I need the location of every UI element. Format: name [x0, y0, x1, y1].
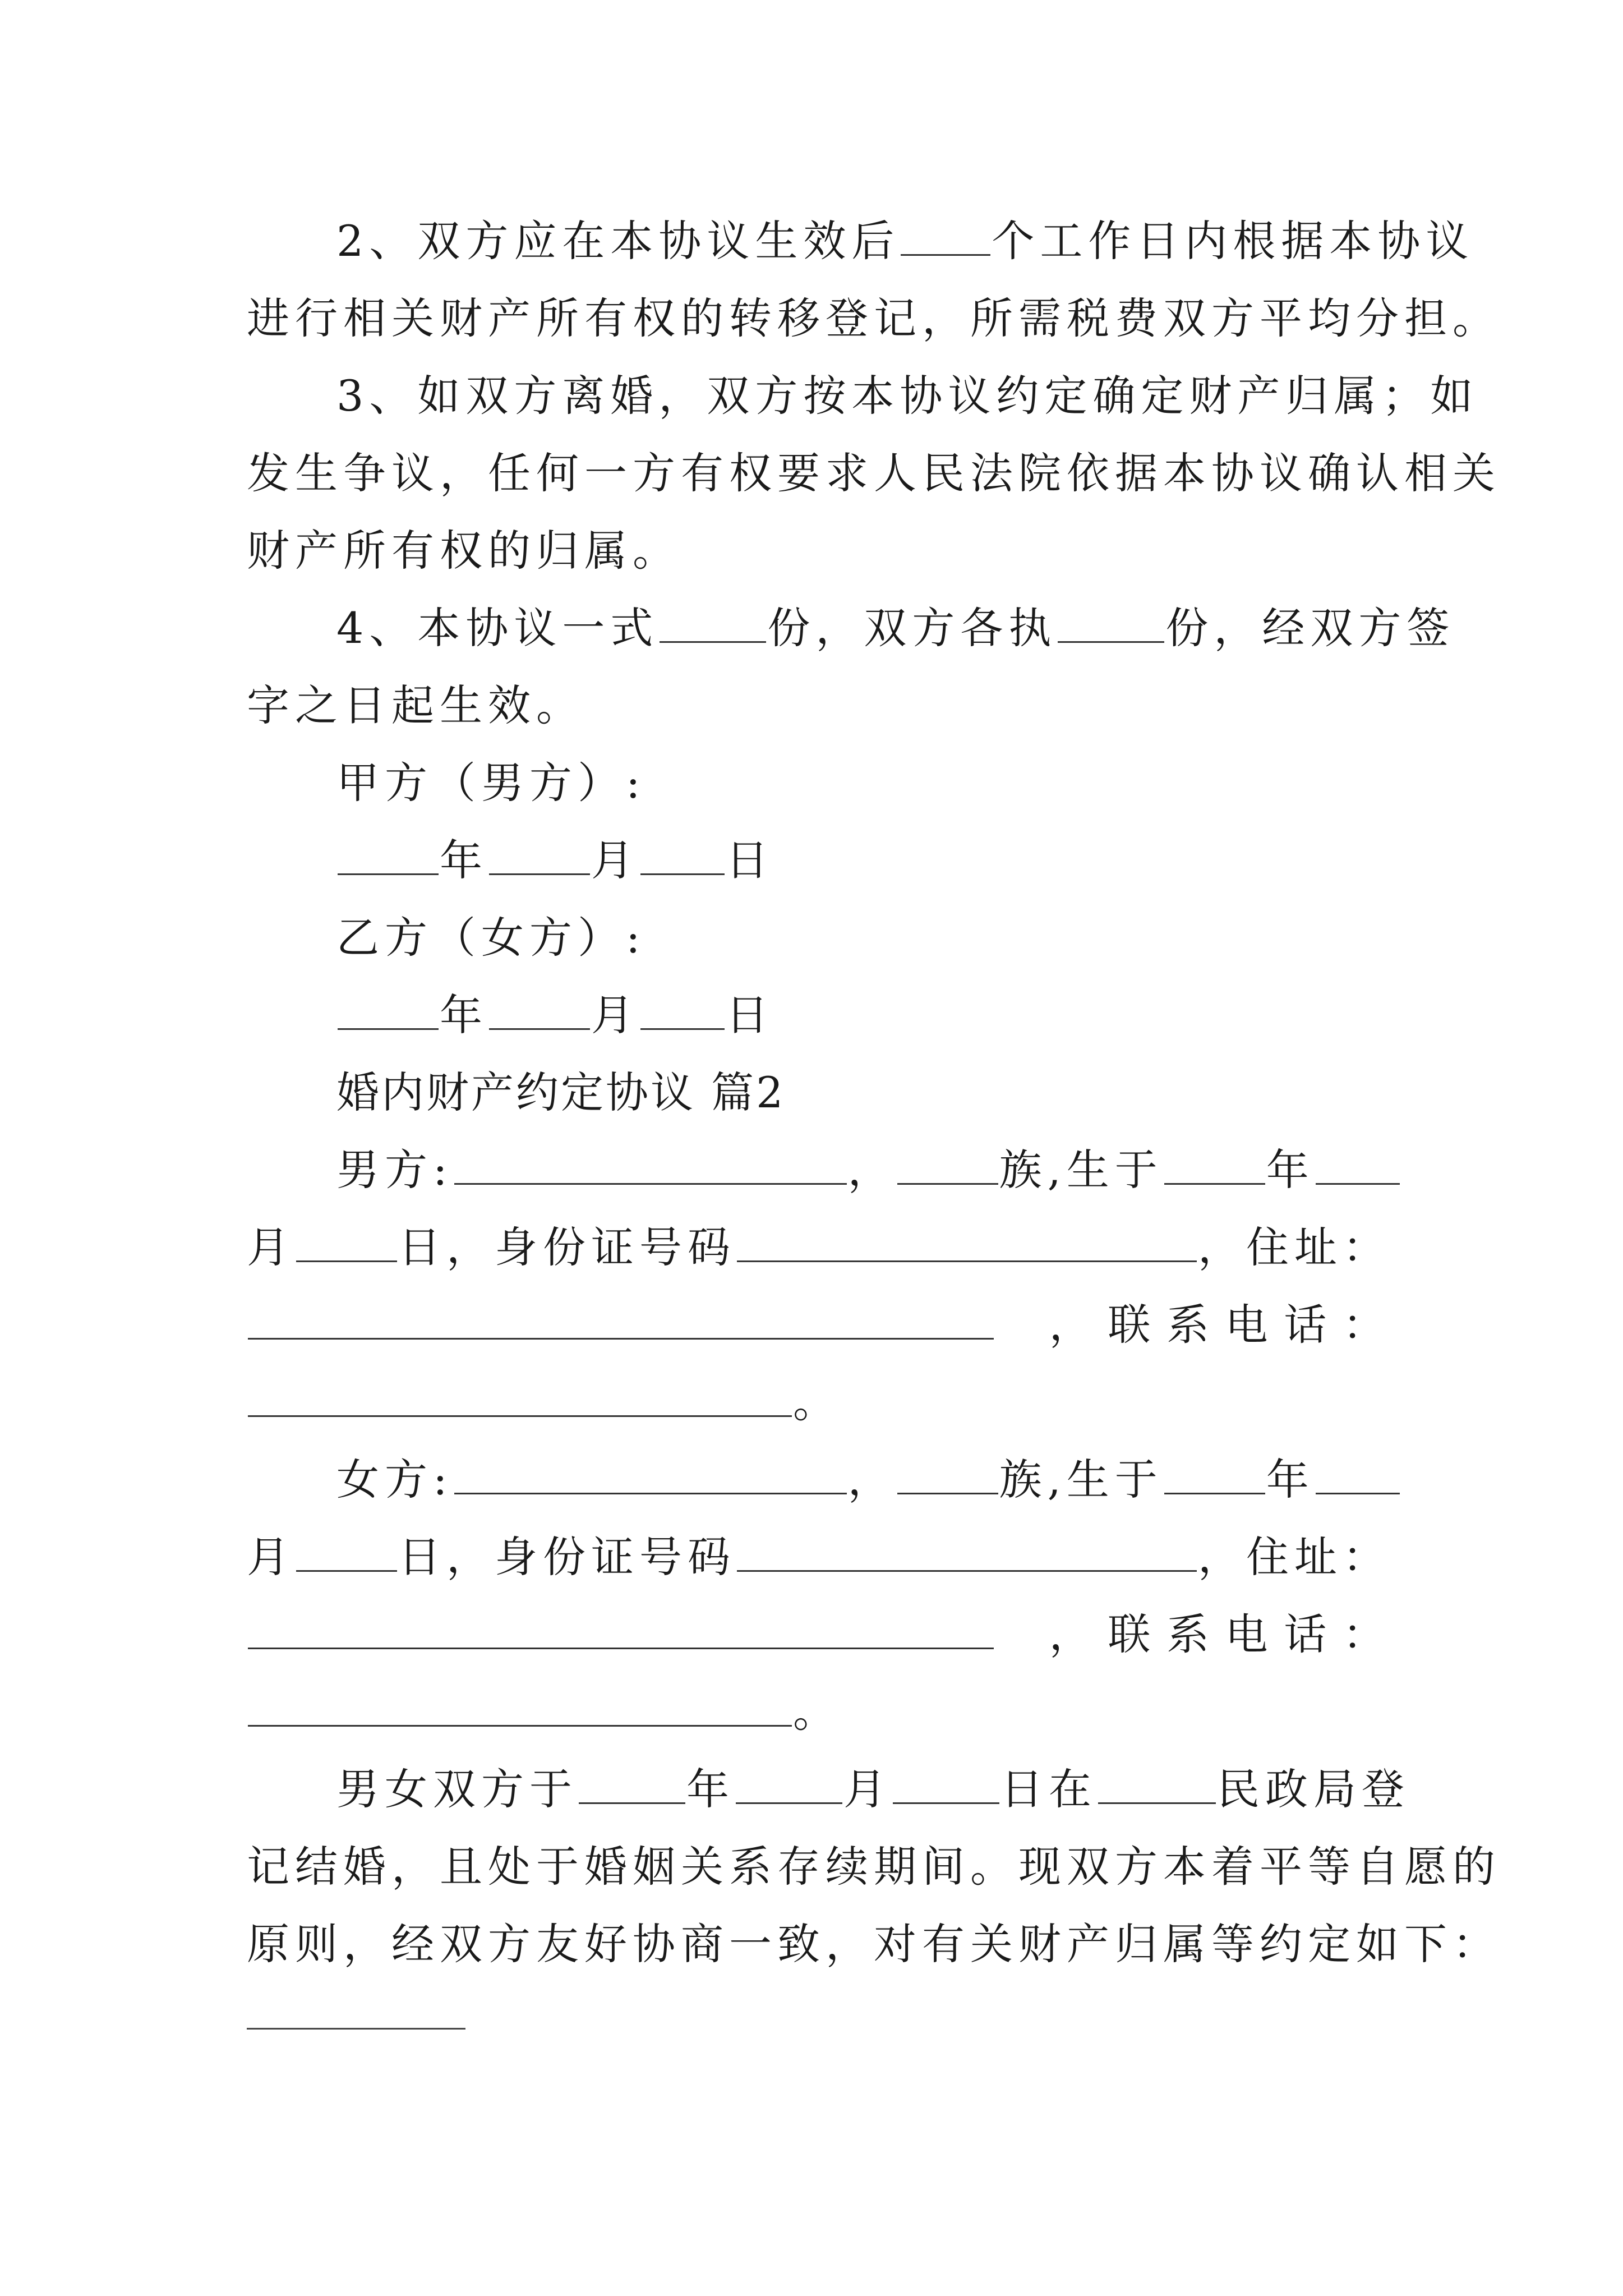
blank-field: [248, 1377, 792, 1417]
female-line-4: 。: [247, 1673, 1391, 1751]
male-line-2: 月 日，身份证号码 ，住址：: [247, 1222, 1391, 1272]
clause-2-line-1: 2、双方应在本协议生效后 个工作日内根据本协议: [336, 216, 1474, 266]
blank-field: [1164, 1145, 1265, 1185]
blank-field: [897, 1145, 998, 1185]
blank-field: [1058, 603, 1164, 643]
blank-field: [248, 1687, 792, 1727]
clause-4-line-1: 4、本协议一式 份，双方各执 份，经双方签: [336, 603, 1455, 653]
male-line-1: 男方: ， 族,生于 年: [247, 1131, 1391, 1209]
blank-field: [248, 1300, 994, 1340]
blank-field: [248, 1609, 994, 1649]
blank-field: [640, 990, 725, 1030]
blank-field: [1316, 1145, 1400, 1185]
marriage-line-1: 男女双方于 年 月 日在 民政局登: [336, 1764, 1410, 1814]
blank-field: [1098, 1764, 1216, 1804]
clause-3-line-2: 发生争议，任何一方有权要求人民法院依据本协议确认相关: [247, 448, 1501, 498]
clause-3-line-3: 财产所有权的归属。: [247, 526, 681, 576]
blank-field: [454, 1455, 847, 1494]
male-line-3: ， 联 系 电 话 ：: [247, 1286, 1391, 1364]
female-line-1: 女方: ， 族,生于 年: [247, 1441, 1391, 1519]
party-b-date: 年 月 日: [247, 976, 1391, 1055]
party-a-date: 年 月 日: [247, 821, 1391, 900]
footnote-separator: [247, 2028, 465, 2030]
male-line-4: 。: [247, 1363, 1391, 1442]
clause-2-line-2: 进行相关财产所有权的转移登记，所需税费双方平均分担。: [247, 293, 1501, 343]
blank-field: [489, 835, 590, 875]
blank-field: [296, 1222, 397, 1262]
blank-field: [338, 990, 439, 1030]
clause-3-line-1: 3、如双方离婚，双方按本协议约定确定财产归属；如: [336, 371, 1479, 421]
female-line-3: ， 联 系 电 话 ：: [247, 1595, 1391, 1674]
blank-field: [640, 835, 725, 875]
clause-4-line-2: 字之日起生效。: [247, 680, 584, 730]
party-b-label: 乙方（女方）:: [336, 913, 646, 963]
marriage-line-3: 原则，经双方友好协商一致，对有关财产归属等约定如下：: [247, 1919, 1501, 1969]
blank-field: [454, 1145, 847, 1185]
blank-field: [736, 1764, 842, 1804]
blank-field: [893, 1764, 999, 1804]
female-line-2: 月 日，身份证号码 ，住址：: [247, 1532, 1391, 1582]
blank-field: [901, 216, 990, 256]
blank-field: [897, 1455, 998, 1494]
blank-field: [489, 990, 590, 1030]
blank-field: [737, 1222, 1197, 1262]
blank-field: [296, 1532, 397, 1572]
blank-field: [660, 603, 766, 643]
blank-field: [1316, 1455, 1400, 1494]
section-title: 婚内财产约定协议 篇2: [336, 1068, 786, 1117]
blank-field: [579, 1764, 685, 1804]
marriage-line-2: 记结婚，且处于婚姻关系存续期间。现双方本着平等自愿的: [247, 1842, 1501, 1892]
blank-field: [1164, 1455, 1265, 1494]
blank-field: [338, 835, 439, 875]
party-a-label: 甲方（男方）:: [336, 758, 646, 808]
blank-field: [737, 1532, 1197, 1572]
